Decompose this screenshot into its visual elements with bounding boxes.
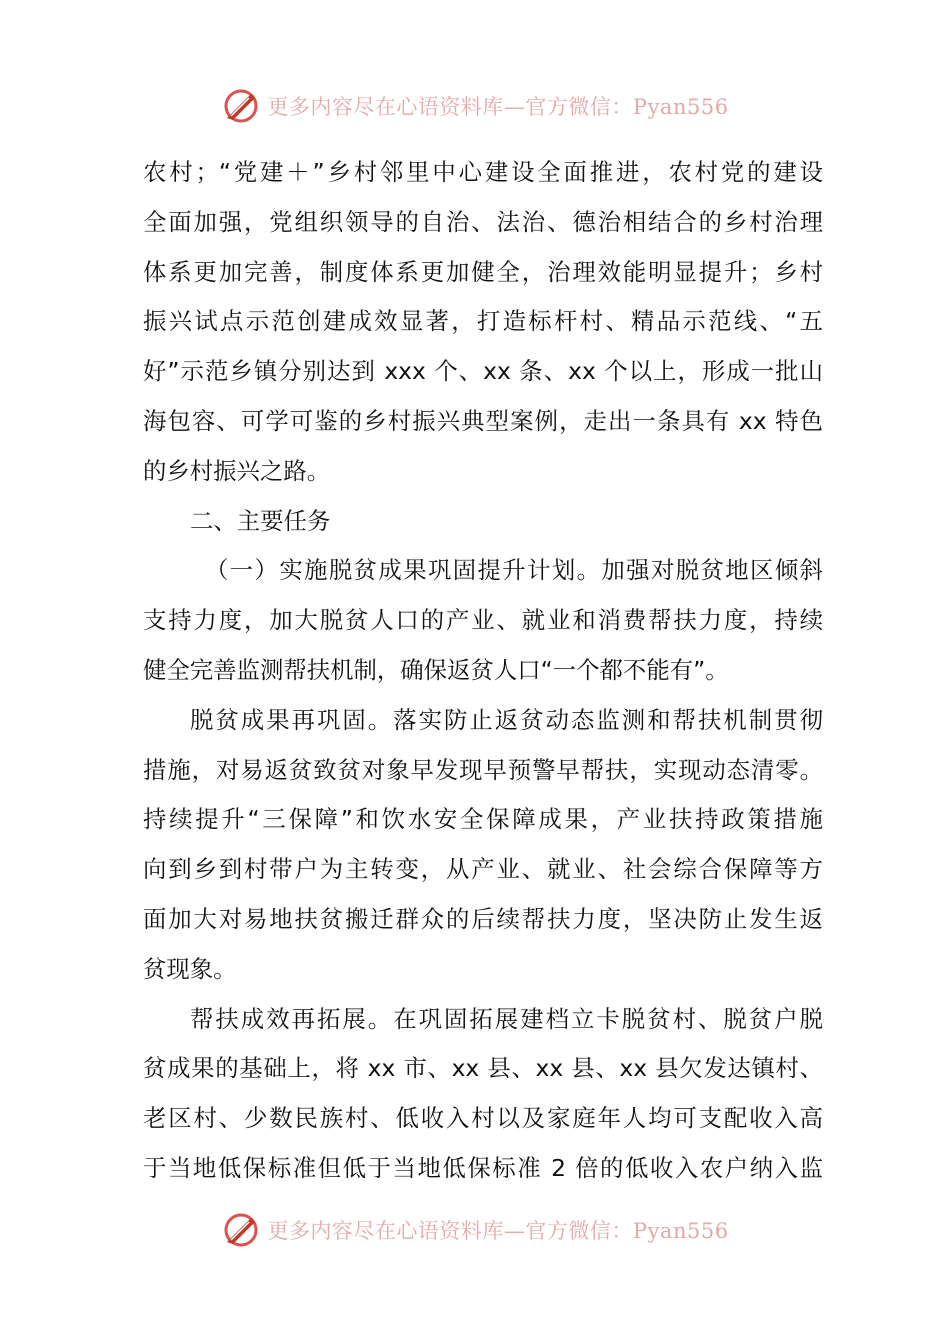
watermark-text-top: 更多内容尽在心语资料库—官方微信：Pyan556 [267, 95, 729, 119]
section-heading: 二、主要任务 [190, 506, 331, 535]
text-line: 海包容、可学可鉴的乡村振兴典型案例，走出一条具有 xx 特色 [143, 406, 823, 435]
text-line: 好”示范乡镇分别达到 xxx 个、xx 条、xx 个以上，形成一批山 [143, 357, 823, 386]
text-line: 于当地低保标准但低于当地低保标准 2 倍的低收入农户纳入监 [143, 1153, 823, 1182]
quill-logo-icon [221, 1210, 261, 1250]
text-line: 面加大对易地扶贫搬迁群众的后续帮扶力度，坚决防止发生返 [143, 904, 823, 933]
text-line: 贫现象。 [143, 954, 237, 983]
text-line: 健全完善监测帮扶机制，确保返贫人口“一个都不能有”。 [143, 655, 729, 684]
text-line: 的乡村振兴之路。 [143, 456, 331, 485]
document-body [143, 148, 823, 1194]
watermark-text-bottom: 更多内容尽在心语资料库—官方微信：Pyan556 [267, 1219, 729, 1243]
text-line: 体系更加完善，制度体系更加健全，治理效能明显提升；乡村 [143, 257, 823, 286]
text-line: 农村；“党建＋”乡村邻里中心建设全面推进，农村党的建设 [143, 158, 823, 186]
text-line: 脱贫成果再巩固。落实防止返贫动态监测和帮扶机制贯彻 [190, 705, 823, 734]
text-line: 向到乡到村带户为主转变，从产业、就业、社会综合保障等方 [143, 855, 823, 884]
quill-logo-icon [221, 86, 261, 126]
text-line: 振兴试点示范创建成效显著，打造标杆村、精品示范线、“五 [143, 307, 823, 336]
text-line: 支持力度，加大脱贫人口的产业、就业和消费帮扶力度，持续 [143, 606, 823, 635]
subsection-heading-line: （一）实施脱贫成果巩固提升计划。加强对脱贫地区倾斜 [205, 556, 823, 585]
text-line: 帮扶成效再拓展。在巩固拓展建档立卡脱贫村、脱贫户脱 [190, 1004, 823, 1033]
text-line: 贫成果的基础上，将 xx 市、xx 县、xx 县、xx 县欠发达镇村、 [143, 1054, 823, 1083]
text-line: 措施，对易返贫致贫对象早发现早预警早帮扶，实现动态清零。 [143, 755, 823, 784]
text-line: 持续提升“三保障”和饮水安全保障成果，产业扶持政策措施 [143, 805, 823, 834]
watermark-banner-bottom [0, 1208, 950, 1252]
text-line: 老区村、少数民族村、低收入村以及家庭年人均可支配收入高 [143, 1104, 823, 1133]
text-line: 全面加强，党组织领导的自治、法治、德治相结合的乡村治理 [143, 207, 823, 236]
watermark-banner-top [0, 84, 950, 128]
